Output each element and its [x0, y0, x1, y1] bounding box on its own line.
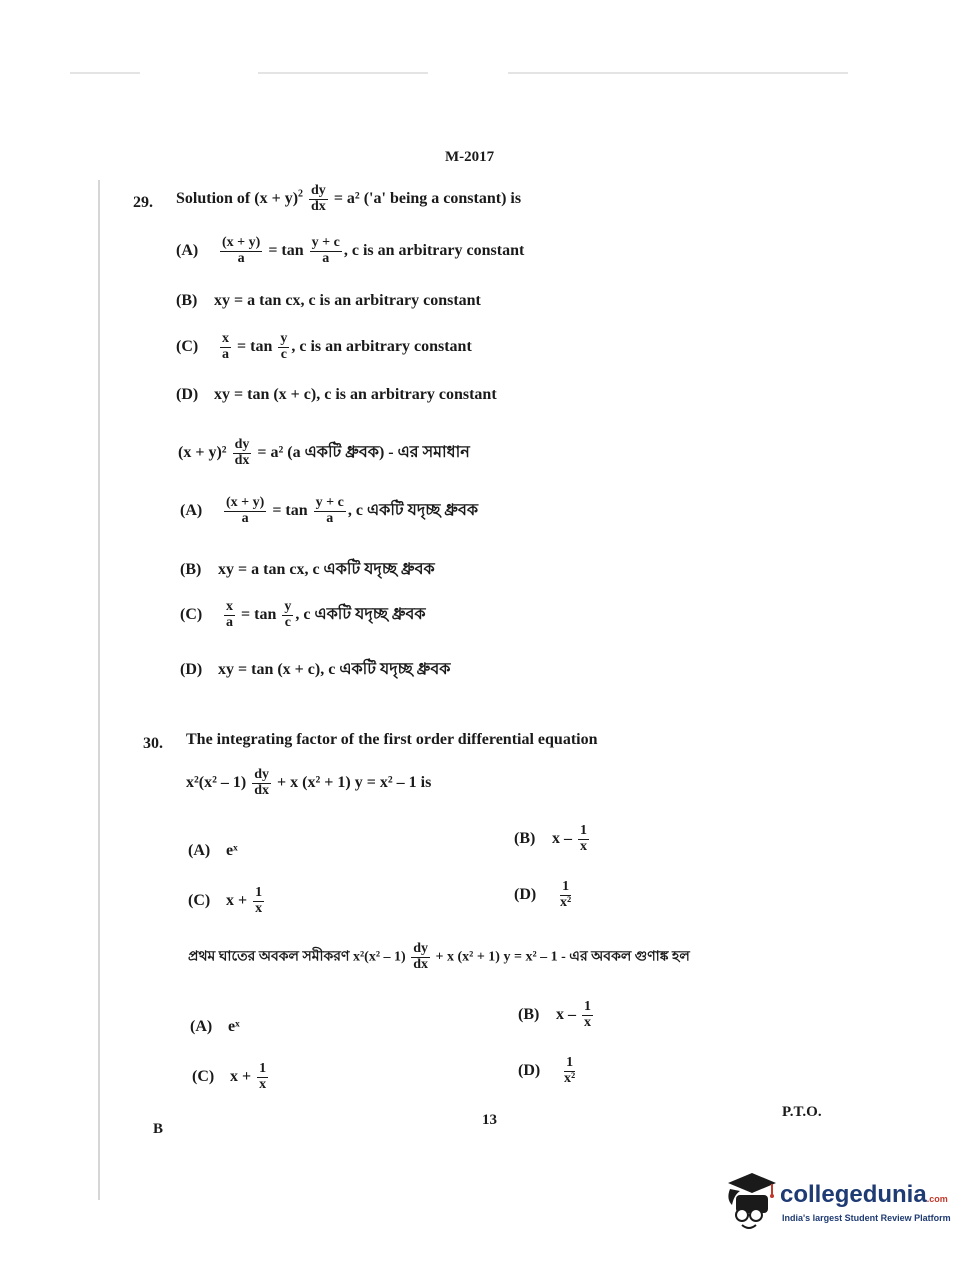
option-a-bengali: (A) eˣ [190, 1018, 240, 1035]
mascot-icon [720, 1165, 780, 1235]
collegedunia-logo [720, 1165, 955, 1235]
option-b: (B) xy = a tan cx, c is an arbitrary constant [176, 292, 481, 309]
logo-tagline: India's largest Student Review Platform [782, 1213, 951, 1223]
derivative-fraction: $\frac{dy}{dx}$ [311, 183, 326, 214]
scan-artifact [258, 72, 428, 74]
stem-suffix: = a² ('a' being a constant) is [333, 189, 522, 207]
option-a: (A) eˣ [188, 842, 238, 859]
option-c: (C) $\frac{x}{a}$ = tan $\frac{y}{c}$ , c is an arbitrary constant [176, 331, 472, 362]
option-c: (C) x + $\frac{1}{x}$ [188, 885, 263, 916]
question-stem-bengali: প্রথম ঘাতের অবকল সমীকরণ x²(x² – 1) $\frac{dy}{dx}$ + x (x² + 1) y = x² – 1 - এর অবকল গুণাঙ্ক হল [188, 941, 690, 972]
option-a: (A) $\frac{(x + y)}{a}$ = tan $\frac{y + c}{a}$ , c is an arbitrary constant [176, 235, 525, 266]
question-number: 30. [143, 735, 163, 752]
option-c-bengali: (C) $\frac{x}{a}$ = tan $\frac{y}{c}$ , c একটি যদৃচ্ছ ধ্রুবক [180, 599, 426, 630]
option-c-bengali: (C) x + $\frac{1}{x}$ [192, 1061, 267, 1092]
question-stem-bengali: (x + y)² $\frac{dy}{dx}$ = a² (a একটি ধ্রুবক) - এর সমাধান [178, 437, 470, 468]
option-b-bengali: (B) xy = a tan cx, c একটি যদৃচ্ছ ধ্রুবক [180, 561, 435, 578]
option-b: (B) x – $\frac{1}{x}$ [514, 823, 587, 854]
option-a-bengali: (A) $\frac{(x + y)}{a}$ = tan $\frac{y + c}{a}$ , c একটি যদৃচ্ছ ধ্রুবক [180, 495, 479, 526]
logo-brand: collegedunia.com [780, 1181, 948, 1208]
scan-edge [98, 180, 100, 1200]
scan-artifact [70, 72, 140, 74]
option-d-bengali: (D) xy = tan (x + c), c একটি যদৃচ্ছ ধ্রুবক [180, 661, 451, 678]
please-turn-over: P.T.O. [782, 1104, 822, 1120]
option-d: (D) xy = tan (x + c), c is an arbitrary constant [176, 386, 497, 403]
stem-prefix: Solution of (x + y) [176, 189, 299, 207]
page-number: 13 [482, 1112, 497, 1128]
question-equation: x²(x² – 1) $\frac{dy}{dx}$ + x (x² + 1) y = x² – 1 is [186, 767, 432, 798]
question-number: 29. [133, 194, 153, 211]
booklet-series: B [153, 1121, 164, 1137]
paper-code: M-2017 [445, 149, 495, 165]
option-d: (D) $\frac{1}{\text{x²}}$ [514, 879, 572, 910]
scan-artifact [508, 72, 848, 74]
option-d-bengali: (D) $\frac{1}{\text{x²}}$ [518, 1055, 576, 1086]
question-stem: Solution of $(x + y)^2$ $\frac{dy}{dx}$ = a² ('a' being a constant) is [176, 183, 522, 214]
question-stem: The integrating factor of the first order differential equation [186, 731, 598, 748]
option-b-bengali: (B) x – $\frac{1}{x}$ [518, 999, 591, 1030]
